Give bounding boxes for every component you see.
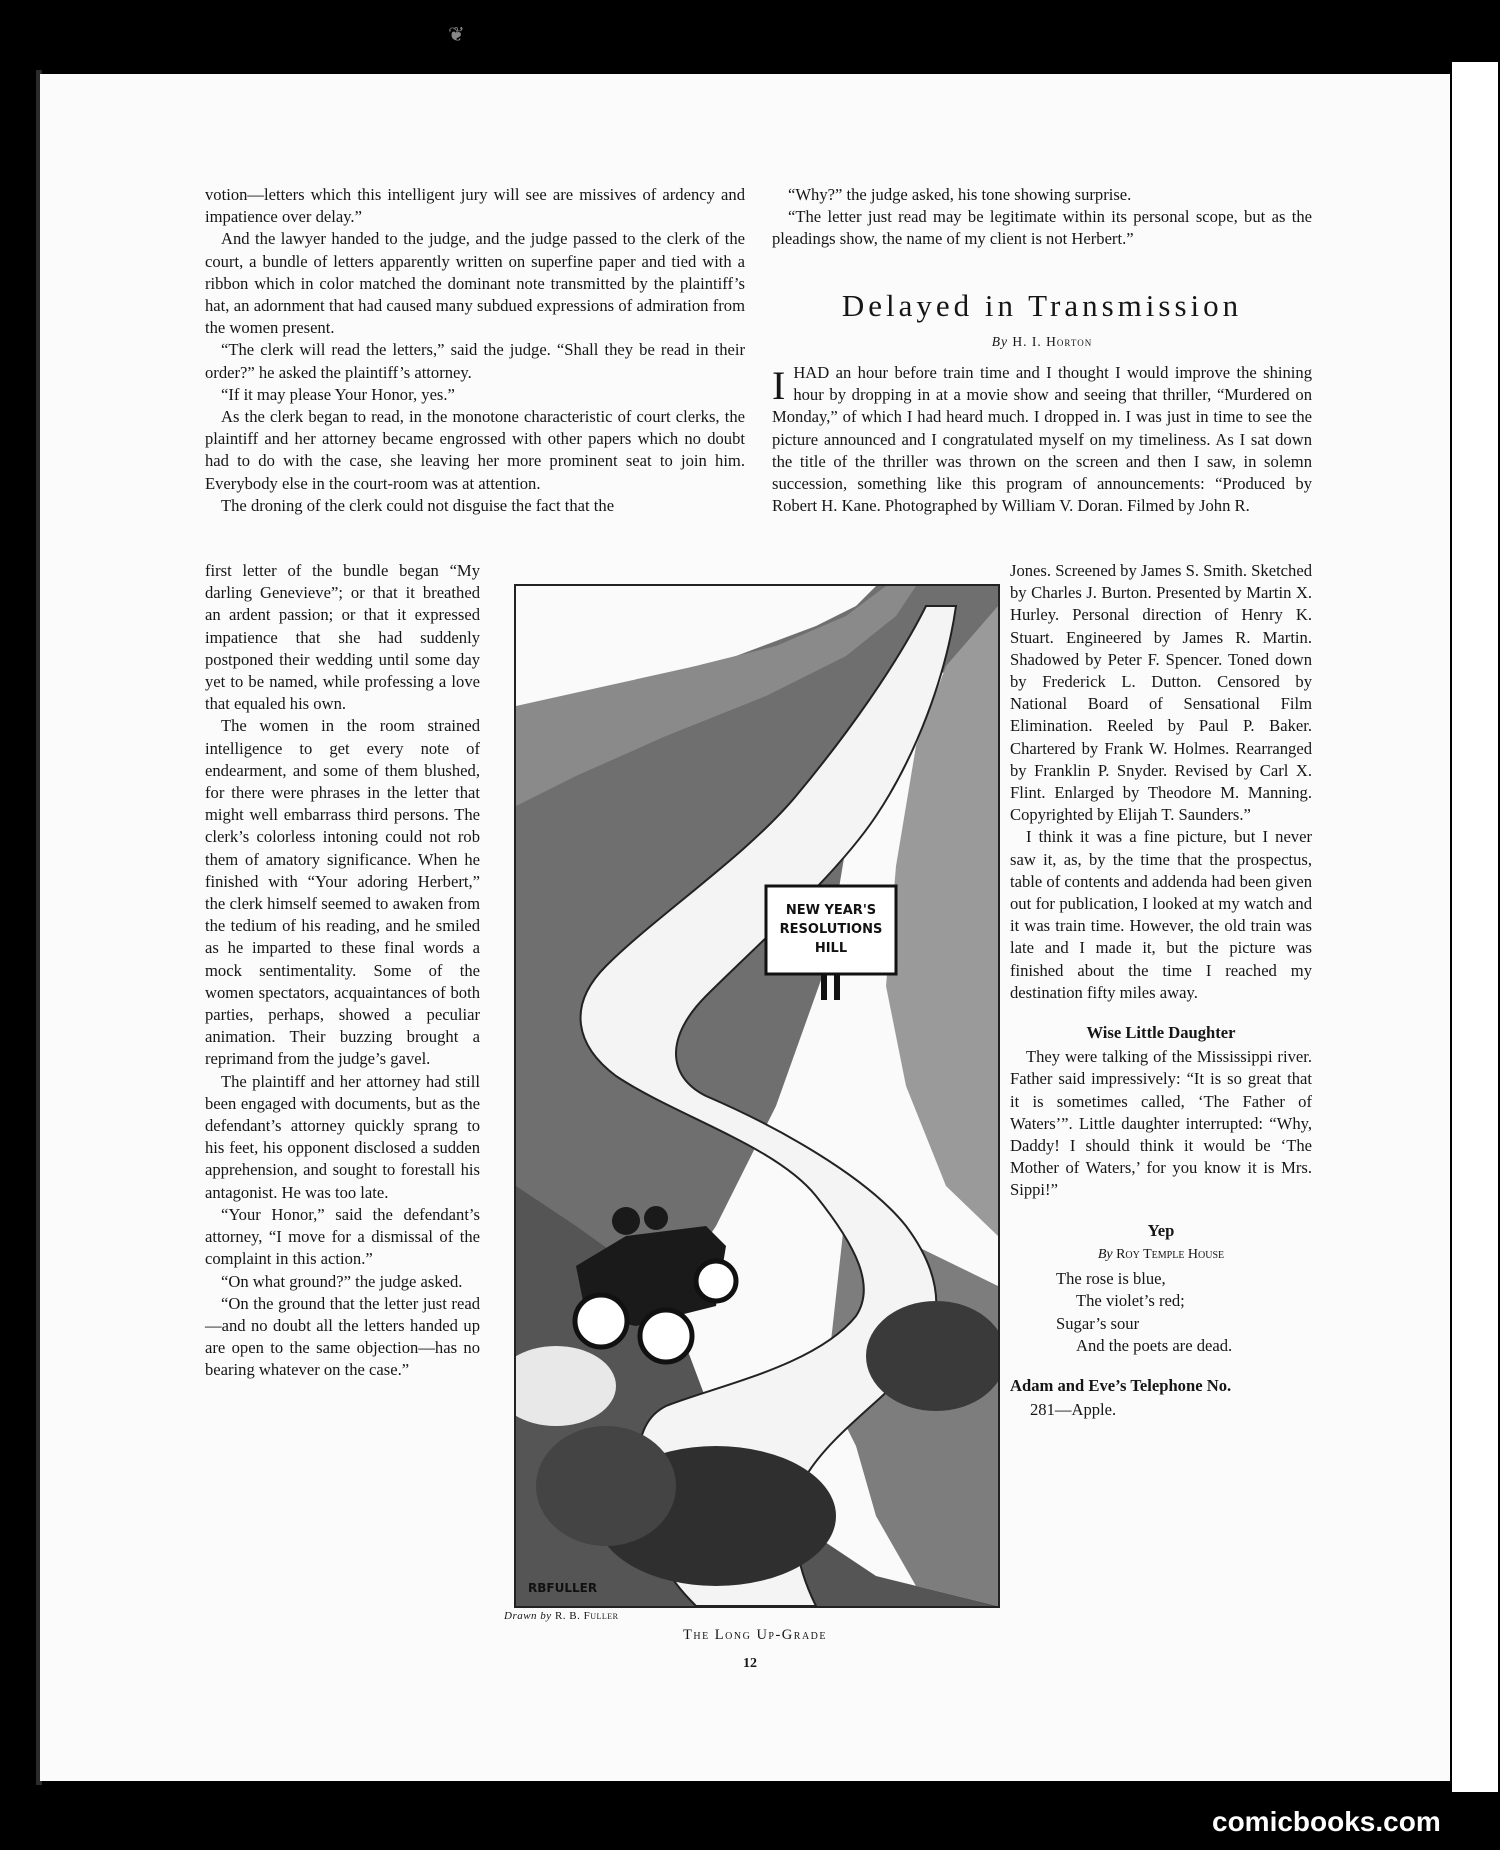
- right-column-top: [772, 184, 1312, 251]
- next-page-edge: [1452, 62, 1498, 1792]
- poem-line: The rose is blue,: [1056, 1269, 1166, 1289]
- poem-line: And the poets are dead.: [1076, 1335, 1233, 1355]
- story-opening: [772, 362, 1312, 517]
- yep-byline-author: Roy Temple House: [1116, 1246, 1225, 1262]
- paragraph: “The letter just read may be legitimate within its personal scope, but as the pleadings show, the name of my client is not Herbert.”: [772, 207, 1312, 249]
- paragraph: “On the ground that the letter just read—and no doubt all the letters handed up are open to the same objection—has no bearing whatever on the case.”: [205, 1293, 480, 1380]
- credit-artist: R. B. Fuller: [554, 1610, 619, 1622]
- story-continuation: [1010, 560, 1312, 1004]
- paragraph: “The clerk will read the letters,” said the judge. “Shall they be read in their order?” he asked the plaintiff’s attorney.: [205, 340, 745, 382]
- paragraph: votion—letters which this intelligent jury will see are missives of ardency and impatience over delay.”: [205, 185, 745, 227]
- yep-byline-prefix: By: [1097, 1246, 1113, 1262]
- adam-eve-text: 281—Apple.: [1030, 1400, 1117, 1420]
- poem-line: Sugar’s sour: [1056, 1313, 1140, 1333]
- wise-daughter-heading: Wise Little Daughter: [1086, 1023, 1236, 1043]
- paragraph: The droning of the clerk could not disguise the fact that the: [221, 495, 615, 515]
- sign-line-3: HILL: [814, 941, 848, 956]
- adam-eve-heading: Adam and Eve’s Telephone No.: [1010, 1375, 1232, 1395]
- yep-poem: [1056, 1268, 1312, 1357]
- paragraph: “Your Honor,” said the defendant’s attorney, “I move for a dismissal of the complaint in this action.”: [205, 1204, 480, 1269]
- illustration-caption: The Long Up-Grade: [682, 1627, 827, 1643]
- paragraph: first letter of the bundle began “My darling Genevieve”; or that it breathed an ardent passion; or that it expressed impatience that she had suddenly postponed their wedding until some day yet to be named, while professing a love that equaled his own.: [205, 561, 480, 714]
- left-column-narrow: [205, 560, 480, 1382]
- paragraph: I think it was a fine picture, but I never saw it, as, by the time that the prospectus, table of contents and addenda had been given out for publication, I looked at my watch and it was train time. However, the old train was late and I made it, but the picture was finished about the time I reached my destination fifty miles away.: [1010, 827, 1312, 1002]
- story-byline: [772, 334, 1312, 350]
- cartoon-drawing: [516, 586, 998, 1606]
- paragraph: The women in the room strained intelligence to get every note of endearment, and some of them blushed, for there were phrases in the letter that might well embarrass third persons. The clerk’s colorless intoning could not rob them of amatory significance. When he finished with “Your adoring Herbert,” the clerk himself seemed to awaken from the tedium of his reading, and he smiled as he imparted to these final words a mock sentimentality. Some of the women spectators, acquaintances of both parties, perhaps, showed a peculiar animation. Their buzzing brought a reprimand from the judge’s gavel.: [205, 716, 480, 1069]
- yep-heading: Yep: [1147, 1220, 1175, 1240]
- story-title: Delayed in Transmission: [841, 288, 1243, 323]
- right-column-narrow: [1010, 560, 1312, 1421]
- paragraph: The plaintiff and her attorney had still been engaged with documents, but as the defendant’s attorney quickly sprang to his feet, his opponent disclosed a sudden apprehension, and sought to forestall his antagonist. He was too late.: [205, 1071, 480, 1202]
- paragraph: “Why?” the judge asked, his tone showing surprise.: [788, 185, 1132, 204]
- left-column-top: [205, 184, 745, 517]
- sign-line-2: RESOLUTIONS: [779, 922, 883, 937]
- page-number: 12: [743, 1656, 757, 1671]
- paragraph: “On what ground?” the judge asked.: [221, 1271, 463, 1291]
- paragraph: And the lawyer handed to the judge, and the judge passed to the clerk of the court, a bundle of letters apparently written on superfine paper and tied with a ribbon which in color matched the dominant note transmitted by the plaintiff’s hat, an adornment that had caused many subdued expressions of admiration from the women present.: [205, 229, 745, 338]
- artist-signature: RBFULLER: [528, 1581, 598, 1595]
- sign-line-1: NEW YEAR'S: [785, 903, 877, 918]
- paragraph: Jones. Screened by James S. Smith. Sketched by Charles J. Burton. Presented by Martin X. Hurley. Personal direction of Henry K. Stuart. Engineered by James R. Martin. Shadowed by Peter F. Spencer. Toned down by Frederick L. Dutton. Censored by National Board of Sensational Film Elimination. Reeled by Paul P. Baker. Chartered by Frank W. Holmes. Rearranged by Franklin P. Snyder. Revised by Carl X. Flint. Enlarged by Theodore M. Manning. Copyrighted by Elijah T. Saunders.”: [1010, 561, 1312, 825]
- story-byline-prefix: By: [991, 334, 1009, 349]
- story-opening-text: HAD an hour before train time and I thought I would improve the shining hour by dropping in at a movie show and seeing that thriller, “Murdered on Monday,” of which I had heard much. I dropped in. I was just in time to see the picture announced and I congratulated myself on my timeliness. As I sat down the title of the thriller was thrown on the screen and then I saw, in solemn succession, something like this program of announcements: “Produced by Robert H. Kane. Photographed by William V. Doran. Filmed by John R.: [772, 363, 1312, 516]
- poem-line: The violet’s red;: [1076, 1291, 1185, 1311]
- paragraph: As the clerk began to read, in the monotone characteristic of court clerks, the plaintiff and her attorney became engrossed with other papers which no doubt had to do with the case, she leaving her more prominent seat to join him. Everybody else in the court-room was at attention.: [205, 407, 745, 493]
- watermark: comicbooks.com: [1212, 1806, 1441, 1837]
- paragraph: “If it may please Your Honor, yes.”: [221, 384, 455, 404]
- wise-daughter-text: They were talking of the Mississippi river. Father said impressively: “It is so great that it is sometimes called, ‘The Father of Waters’”. Little daughter interrupted: “Why, Daddy! I should think it would be ‘The Mother of Waters,’ for you know it is Mrs. Sippi!”: [1010, 1047, 1312, 1200]
- corner-bird-ornament: ❦: [448, 24, 465, 46]
- cartoon-illustration: [514, 584, 1000, 1608]
- credit-prefix: Drawn by: [504, 1610, 552, 1622]
- illustration-credit: [504, 1610, 619, 1622]
- drop-cap: I: [772, 363, 786, 408]
- yep-byline: [1010, 1244, 1312, 1266]
- story-byline-author: H. I. Horton: [1012, 334, 1093, 349]
